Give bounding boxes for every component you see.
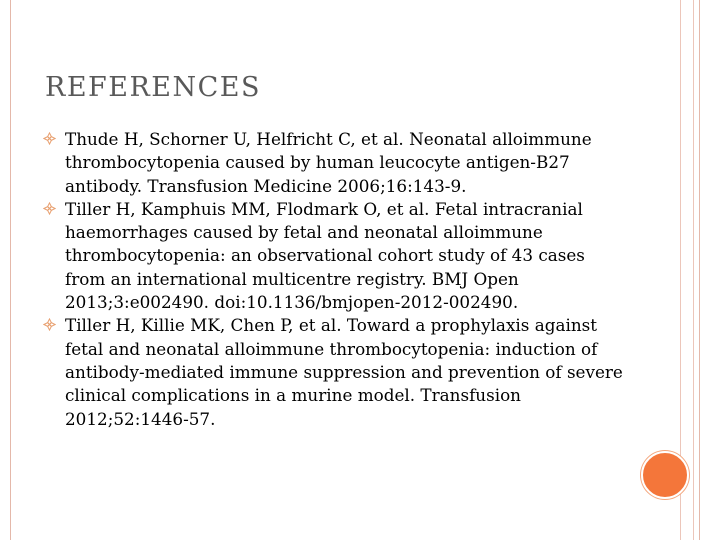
reference-text: Tiller H, Kamphuis MM, Flodmark O, et al. Fetal intracranial haemorrhages caused by fetal and neonatal alloimmune thrombocytopenia: an observational cohort study of 43 cases from an international multicentre registry. BMJ Open 2013;3:e002490. doi:10.1136/bmjopen-2012-002490.: [65, 198, 585, 313]
diamond-flower-bullet-icon: [43, 202, 56, 215]
orange-circle-decoration: [641, 451, 689, 499]
diamond-flower-bullet-icon: [43, 318, 56, 331]
reference-item: [43, 314, 623, 430]
reference-list: [43, 128, 623, 431]
diamond-flower-bullet-icon: [43, 132, 56, 145]
reference-item: [43, 198, 623, 314]
reference-text: Thude H, Schorner U, Helfricht C, et al. Neonatal alloimmune thrombocytopenia caused by human leucocyte antigen-B27 antibody. Transfusion Medicine 2006;16:143-9.: [65, 129, 592, 196]
slide-title: REFERENCES: [45, 72, 262, 103]
reference-item: [43, 128, 623, 198]
reference-text: Tiller H, Killie MK, Chen P, et al. Toward a prophylaxis against fetal and neonatal alloimmune thrombocytopenia: induction of antibody-mediated immune suppression and prevention of severe clinical complications in a murine model. Transfusion 2012;52:1446-57.: [65, 315, 623, 429]
